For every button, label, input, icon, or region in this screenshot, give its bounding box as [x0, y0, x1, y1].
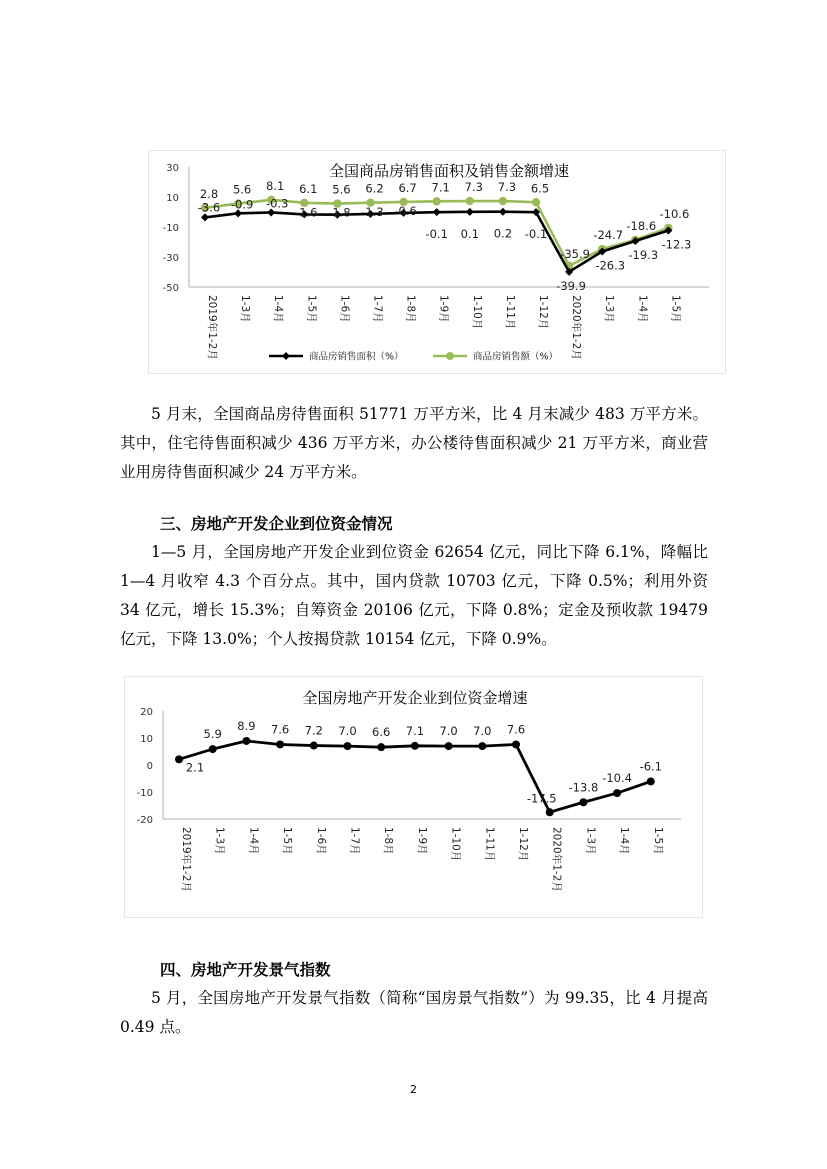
- climate-index-paragraph: [120, 984, 708, 1042]
- data-point: [579, 798, 587, 806]
- legend-label: 商品房销售面积（%）: [309, 351, 404, 363]
- sales-growth-chart-svg: [149, 151, 725, 373]
- x-tick-label: 1-7月: [371, 295, 384, 323]
- data-label: -10.4: [602, 771, 632, 786]
- data-label: 7.2: [304, 723, 323, 738]
- data-label: -0.3: [265, 196, 289, 211]
- chart-title: 全国房地产开发企业到位资金增速: [302, 689, 528, 707]
- y-tick-label: -10: [162, 223, 179, 234]
- data-label: -18.6: [626, 218, 657, 233]
- data-point: [209, 745, 217, 753]
- x-tick-label: 2019年1-2月: [180, 827, 192, 892]
- legend-marker: [446, 352, 454, 360]
- x-tick-label: 1-5月: [669, 295, 682, 323]
- x-tick-label: 1-3月: [584, 827, 597, 855]
- data-point: [377, 743, 385, 751]
- data-point: [201, 213, 209, 221]
- y-tick-label: 10: [140, 734, 153, 745]
- x-tick-label: 1-8月: [404, 295, 417, 323]
- data-label: -3.6: [197, 200, 221, 215]
- y-tick-label: -30: [162, 253, 179, 264]
- data-point: [499, 197, 507, 205]
- y-tick-label: 20: [140, 707, 153, 718]
- x-tick-label: 1-5月: [305, 295, 318, 323]
- x-tick-label: 1-6月: [338, 295, 351, 323]
- data-label: 5.6: [332, 182, 351, 197]
- data-label: 7.1: [431, 180, 450, 195]
- unsold-area-text: 5 月末，全国商品房待售面积 51771 万平方米，比 4 月末减少 483 万平方米。其中，住宅待售面积减少 436 万平方米，办公楼待售面积减少 21 万平方米，商业营业用房待售面积减少 24 万平方米。: [120, 405, 708, 481]
- data-label: -0.1: [425, 227, 448, 242]
- data-label: -10.6: [659, 206, 690, 221]
- sales-growth-chart: [148, 150, 726, 374]
- data-label: 8.9: [237, 718, 256, 733]
- data-label: -13.8: [568, 780, 599, 795]
- data-label: -1.6: [295, 205, 318, 220]
- x-tick-label: 2019年1-2月: [206, 295, 218, 360]
- data-label: -1.8: [328, 205, 351, 220]
- data-label: 7.0: [473, 724, 492, 739]
- data-label: -26.3: [595, 258, 626, 273]
- funding-text: 1—5 月，全国房地产开发企业到位资金 62654 亿元，同比下降 6.1%，降幅比 1—4 月收窄 4.3 个百分点。其中，国内贷款 10703 亿元，下降 0.5%；利用外资 34 亿元，增长 15.3%；自筹资金 20106 亿元，下降 0.8%；定金及预收款 19479 亿元，下降 13.0%；个人按揭贷款 10154 亿元，下降 0.9%。: [120, 543, 708, 648]
- legend-label: 商品房销售额（%）: [473, 351, 559, 363]
- data-point: [344, 742, 352, 750]
- data-point: [478, 742, 486, 750]
- data-label: -1.3: [361, 204, 384, 219]
- x-tick-label: 1-11月: [483, 827, 496, 862]
- data-label: -0.1: [524, 227, 548, 242]
- data-point: [512, 740, 520, 748]
- x-tick-label: 1-10月: [449, 827, 462, 862]
- data-label: 8.1: [266, 178, 285, 193]
- data-label: -12.3: [661, 237, 692, 252]
- funding-growth-chart: [124, 676, 703, 918]
- data-label: 2.8: [199, 186, 219, 201]
- x-tick-label: 1-7月: [348, 827, 361, 855]
- data-point: [175, 755, 183, 763]
- x-tick-label: 1-9月: [437, 295, 450, 323]
- data-label: -0.6: [394, 203, 417, 218]
- data-point: [276, 740, 284, 748]
- data-label: 0.1: [460, 226, 479, 241]
- data-point: [466, 197, 474, 205]
- data-label: -19.3: [628, 247, 659, 262]
- page-number: 2: [410, 1083, 417, 1096]
- x-tick-label: 1-3月: [239, 295, 252, 323]
- x-tick-label: 1-10月: [470, 295, 483, 330]
- y-tick-label: -50: [162, 283, 179, 294]
- data-label: 2.1: [185, 760, 205, 775]
- data-label: 0.2: [493, 226, 513, 241]
- data-label: 7.0: [338, 724, 357, 739]
- data-label: 6.7: [398, 180, 417, 195]
- unsold-area-paragraph: [120, 400, 708, 487]
- data-label: 5.6: [232, 182, 252, 197]
- x-tick-label: 1-3月: [213, 827, 226, 855]
- data-label: 5.9: [203, 727, 222, 742]
- y-tick-label: -20: [136, 815, 153, 826]
- data-point: [433, 208, 441, 216]
- data-point: [242, 737, 250, 745]
- data-label: 7.3: [497, 180, 517, 195]
- data-label: -24.7: [593, 228, 624, 243]
- x-tick-label: 2020年1-2月: [570, 295, 583, 360]
- data-label: 7.6: [270, 722, 290, 737]
- climate-index-text: 5 月，全国房地产开发景气指数（简称“国房景气指数”）为 99.35，比 4 月提高 0.49 点。: [120, 989, 708, 1036]
- x-tick-label: 2020年1-2月: [550, 827, 563, 892]
- data-point: [445, 742, 453, 750]
- data-label: 6.1: [299, 181, 318, 196]
- data-point: [310, 742, 318, 750]
- data-label: 6.6: [372, 725, 391, 740]
- x-tick-label: 1-8月: [382, 827, 395, 855]
- data-point: [499, 208, 507, 216]
- data-label: 7.0: [439, 724, 458, 739]
- data-label: -0.9: [230, 197, 254, 212]
- x-tick-label: 1-4月: [247, 827, 260, 855]
- x-tick-label: 1-12月: [537, 295, 549, 330]
- y-tick-label: 30: [166, 163, 179, 174]
- x-tick-label: 1-4月: [636, 295, 649, 323]
- data-point: [466, 208, 474, 216]
- y-tick-label: -10: [136, 788, 153, 799]
- x-tick-label: 1-3月: [603, 295, 616, 323]
- data-label: 7.6: [506, 722, 526, 737]
- data-label: -39.9: [556, 278, 586, 293]
- data-point: [613, 789, 621, 797]
- x-tick-label: 1-9月: [415, 827, 428, 855]
- x-tick-label: 1-4月: [618, 827, 631, 855]
- data-label: -6.1: [639, 759, 663, 774]
- data-label: 6.5: [530, 181, 550, 196]
- funding-growth-chart-svg: [125, 677, 702, 917]
- data-point: [532, 198, 540, 206]
- data-label: 7.1: [405, 723, 425, 738]
- data-label: -35.9: [560, 246, 590, 261]
- data-point: [433, 197, 441, 205]
- climate-index-heading: 四、房地产开发景气指数: [160, 961, 331, 979]
- x-tick-label: 1-4月: [272, 295, 285, 323]
- data-label: 7.3: [464, 180, 483, 195]
- funding-section-heading: 三、房地产开发企业到位资金情况: [160, 515, 393, 533]
- x-tick-label: 1-5月: [281, 827, 294, 855]
- data-point: [411, 742, 419, 750]
- funding-paragraph: [120, 538, 708, 654]
- data-point: [546, 808, 554, 816]
- y-tick-label: 0: [146, 761, 153, 772]
- data-label: -17.5: [526, 791, 557, 806]
- data-label: 6.2: [365, 181, 384, 196]
- x-tick-label: 1-5月: [651, 827, 664, 855]
- data-point: [647, 777, 655, 785]
- chart-title: 全国商品房销售面积及销售金额增速: [328, 162, 570, 180]
- y-tick-label: 10: [166, 193, 179, 204]
- x-tick-label: 1-12月: [517, 827, 529, 862]
- x-tick-label: 1-11月: [503, 295, 516, 330]
- x-tick-label: 1-6月: [314, 827, 327, 855]
- legend-marker: [282, 352, 290, 360]
